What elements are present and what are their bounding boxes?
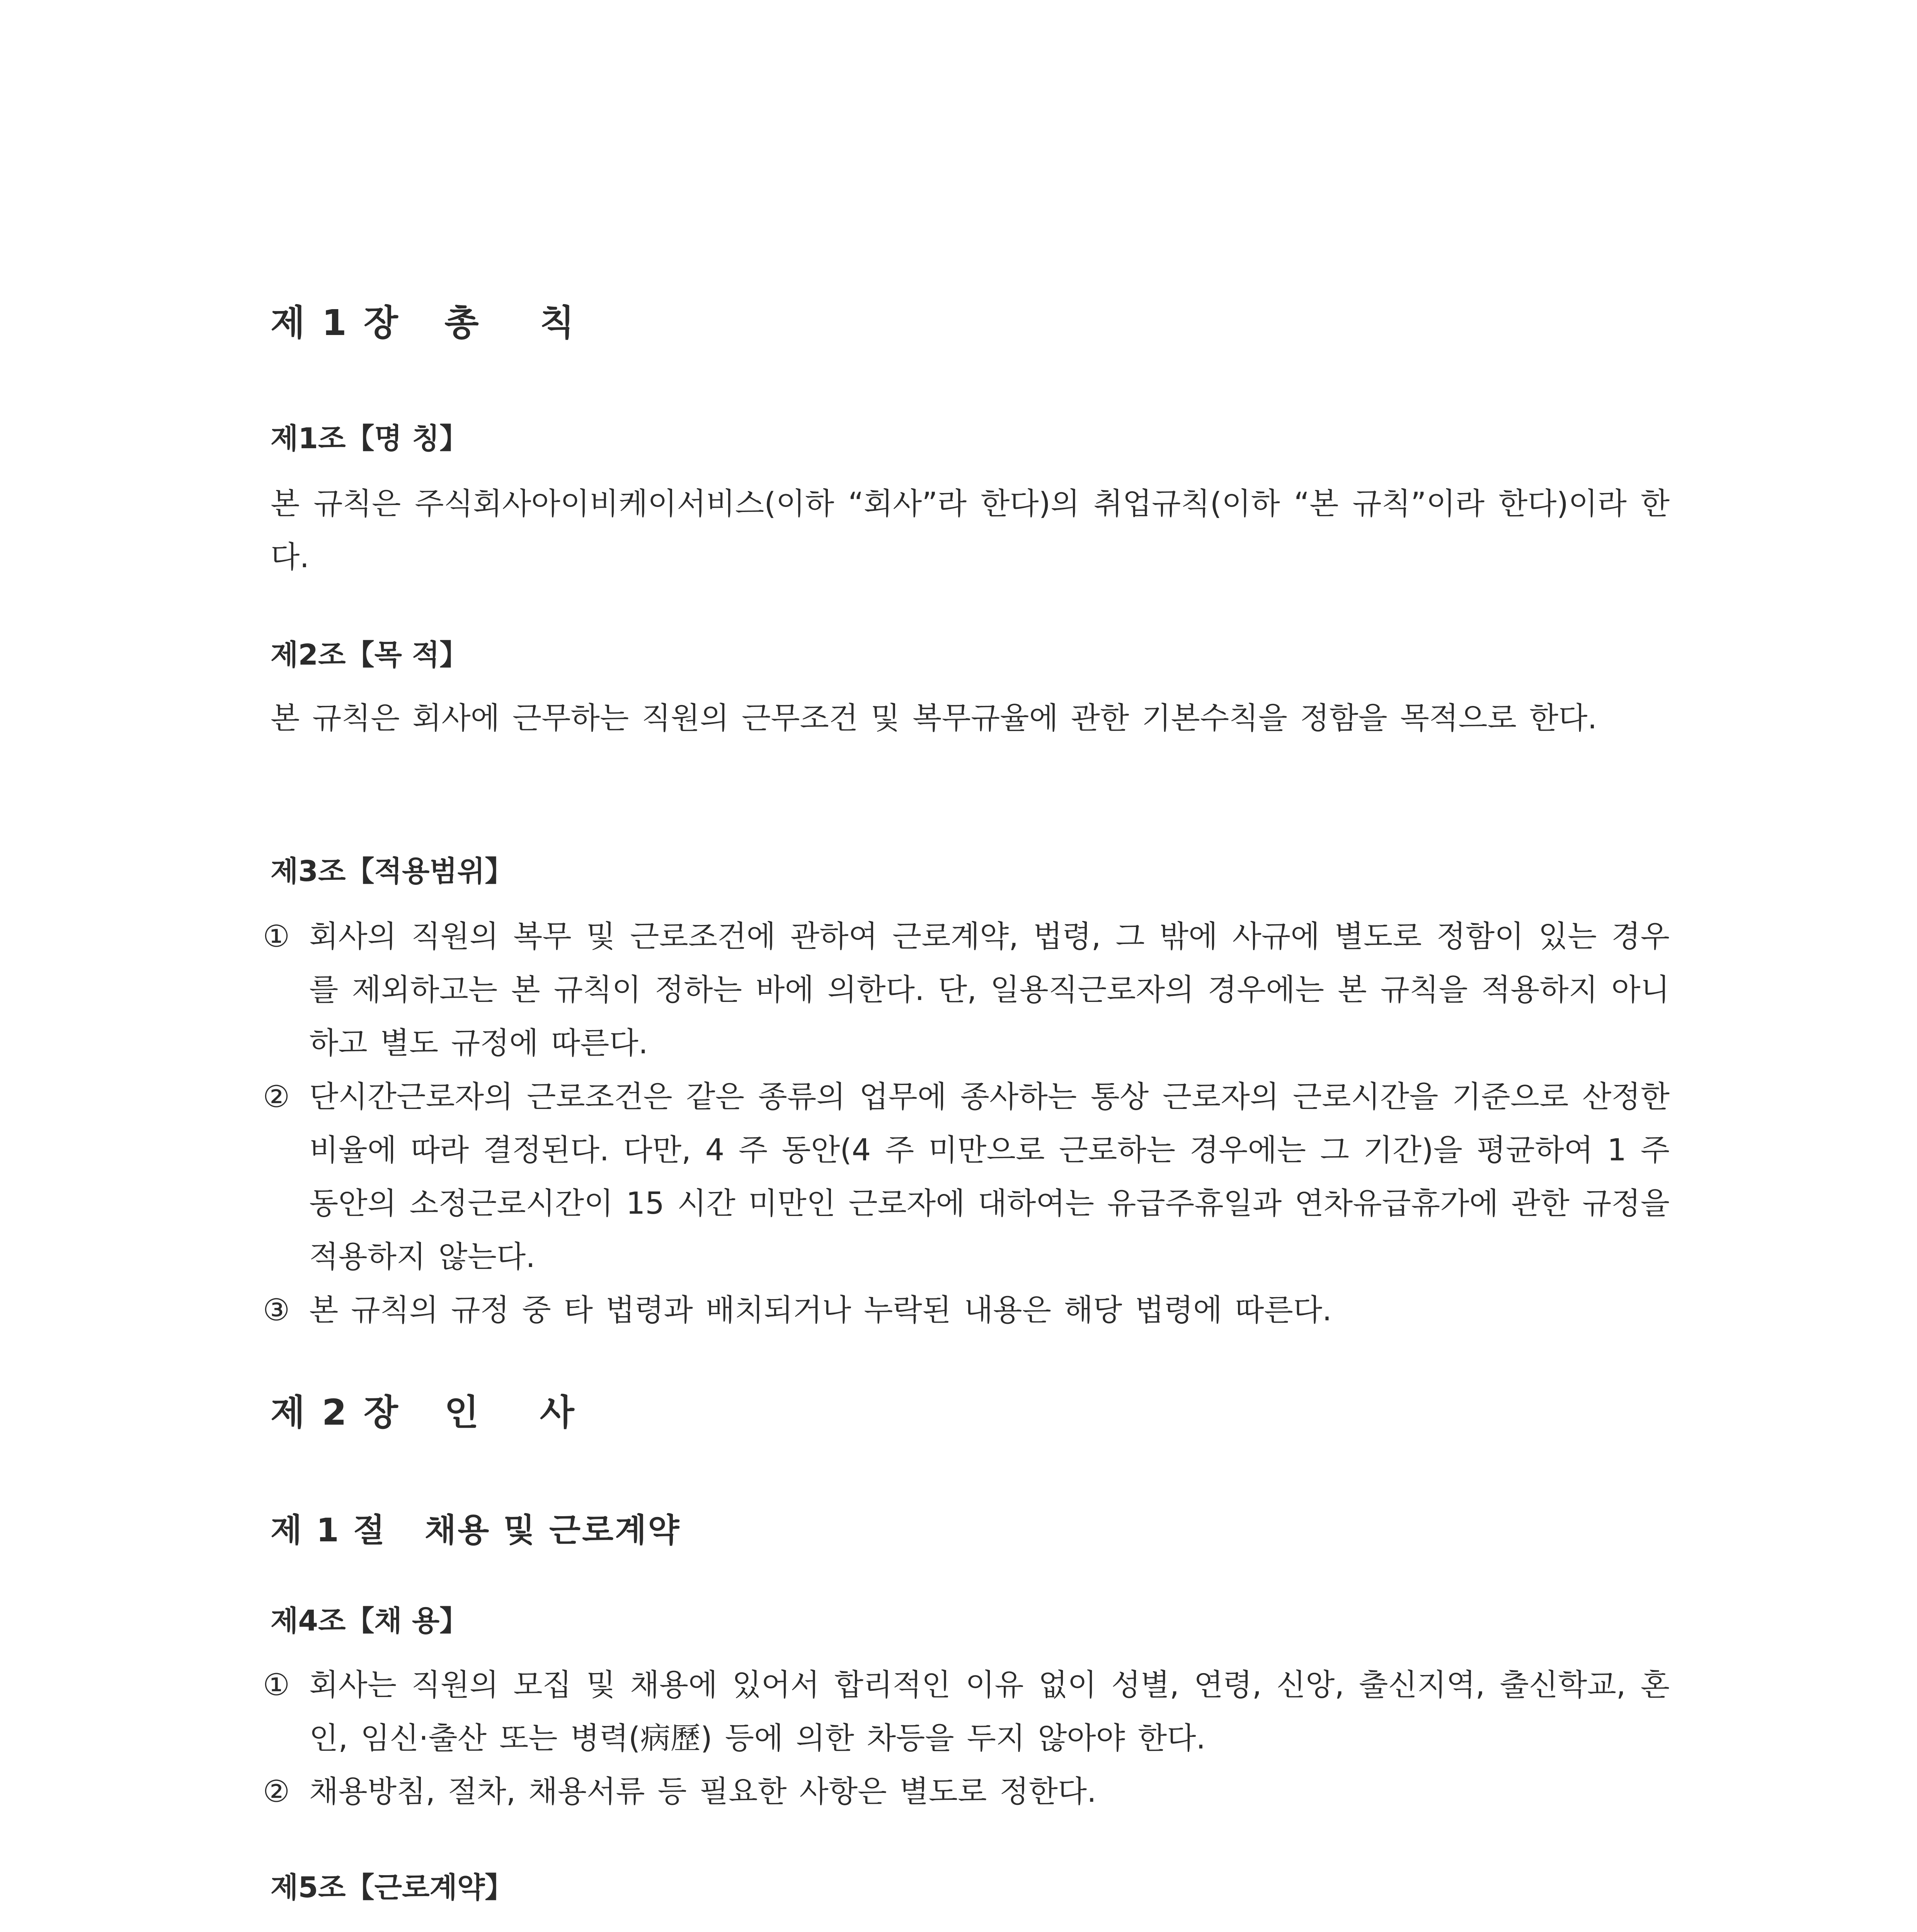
article-1-title: 제1조【명 칭】 [271, 422, 468, 455]
article-3-item [263, 1070, 1670, 1284]
article-3-item [263, 1284, 1670, 1337]
chapter-2-title: 제 2 장 인 사 [271, 1392, 577, 1433]
item-text: 본 규칙의 규정 중 타 법령과 배치되거나 누락된 내용은 해당 법령에 따른다. [309, 1293, 1332, 1328]
item-marker [263, 1926, 309, 1932]
item-text: 채용방침, 절차, 채용서류 등 필요한 사항은 별도로 정한다. [309, 1774, 1096, 1809]
item-text: 단시간근로자의 근로조건은 같은 종류의 업무에 종사하는 통상 근로자의 근로시간을 기준으로 산정한 비율에 따라 결정된다. 다만, 4 주 동안(4 주 미만으로 근로하는 경우에는 그 기간)을 평균하여 1 주 동안의 소정근로시간이 15 시간 미만인 근로자에 대하여는 유급주휴일과 연차유급휴가에 관한 규정을 적용하지 않는다. [309, 1080, 1670, 1274]
item-text: 회사의 직원의 복무 및 근로조건에 관하여 근로계약, 법령, 그 밖에 사규에 별도로 정함이 있는 경우를 제외하고는 본 규칙이 정하는 바에 의한다. 단, 일용직근로자의 경우에는 본 규칙을 적용하지 아니하고 별도 규정에 따른다. [309, 919, 1670, 1061]
article-3-item [263, 910, 1670, 1070]
article-2-body: 본 규칙은 회사에 근무하는 직원의 근무조건 및 복무규율에 관한 기본수칙을 정함을 목적으로 한다. [271, 701, 1597, 736]
item-marker: ① [263, 919, 290, 954]
chapter-1-title: 제 1 장 총 칙 [271, 302, 577, 344]
article-5-item [263, 1926, 1670, 1932]
article-3-title: 제3조【적용범위】 [271, 855, 514, 888]
item-marker: ② [263, 1080, 290, 1114]
article-4-title: 제4조【채 용】 [271, 1604, 468, 1638]
item-marker: ③ [263, 1293, 290, 1328]
article-2-title: 제2조【목 적】 [271, 638, 468, 672]
article-5-title: 제5조【근로계약】 [271, 1871, 514, 1904]
item-marker: ① [263, 1668, 290, 1702]
section-1-title: 제 1 절 채용 및 근로계약 [271, 1511, 681, 1549]
item-text: 회사는 직원의 모집 및 채용에 있어서 합리적인 이유 없이 성별, 연령, 신앙, 출신지역, 출신학교, 혼인, 임신·출산 또는 병력(病歷) 등에 의한 차등을 두지 않아야 한다. [309, 1668, 1670, 1756]
article-4-item [263, 1765, 1670, 1818]
item-marker: ② [263, 1774, 290, 1809]
article-1-body: 본 규칙은 주식회사아이비케이서비스(이하 “회사”라 한다)의 취업규칙(이하 “본 규칙”이라 한다)이라 한다. [271, 486, 1670, 575]
article-4-item [263, 1658, 1670, 1765]
